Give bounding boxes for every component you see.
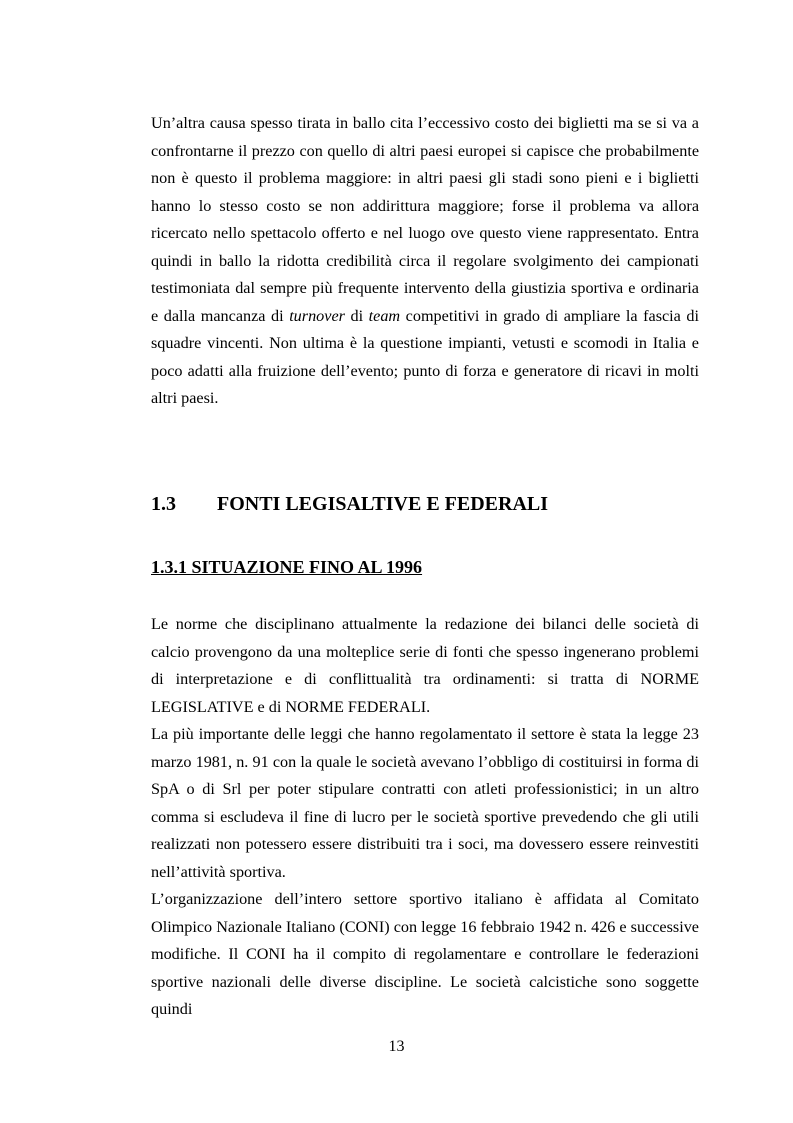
italic-term-team: team [368,306,401,325]
paragraph-coni: L’organizzazione dell’intero settore sportivo italiano è affidata al Comitato Olimpico Nazionale Italiano (CONI) con legge 16 febbraio 1942 n. 426 e successive modifiche. Il CONI ha il compito di regolamentare e controllare le federazioni sportive nazionali delle diverse discipline. Le società calcistiche sono soggette quindi [151,890,699,1018]
page-number: 13 [388,1038,405,1055]
paragraph-text: di [344,306,369,325]
section-heading [151,489,548,519]
paragraph-text: Un’altra causa spesso tirata in ballo cita l’eccessivo costo dei biglietti ma se si va a confrontarne il prezzo con quello di altri paesi europei si capisce che probabilmente non è questo il problema maggiore: in altri paesi gli stadi sono pieni e i biglietti hanno lo stesso costo se non addirittura maggiore; forse il problema va allora ricercato nello spettacolo offerto e nel luogo ove questo viene rappresentato. Entra quindi in ballo la ridotta credibilità circa il regolare svolgimento dei campionati testimoniata dal sempre più frequente intervento della giustizia sportiva e ordinaria e dalla mancanza di [151,114,699,325]
italic-term-turnover: turnover [289,306,345,325]
paragraph-ticket-costs [151,110,699,413]
paragraph-law-1981: La più importante delle leggi che hanno regolamentato il settore è stata la legge 23 marzo 1981, n. 91 con la quale le società avevano l’obbligo di costituirsi in forma di SpA o di Srl per poter stipulare contratti con atleti professionistici; in un altro comma si escludeva il fine di lucro per le società sportive prevedendo che gli utili realizzati non potessero essere distribuiti tra i soci, ma dovessero essere reinvestiti nell’attività sportiva. [151,725,699,881]
section-title: FONTI LEGISALTIVE E FEDERALI [217,493,549,515]
paragraph-norms-sources: Le norme che disciplinano attualmente la redazione dei bilanci delle società di calcio provengono da una molteplice serie di fonti che spesso ingenerano problemi di interpretazione e di conflittualità tra ordinamenti: si tratta di NORME LEGISLATIVE e di NORME FEDERALI. [151,615,699,716]
section-number: 1.3 [151,493,176,515]
paragraph-text: competitivi in grado di ampliare la fascia di squadre vincenti. Non ultima è la questione impianti, vetusti e scomodi in Italia e poco adatti alla fruizione dell’evento; punto di forza e generatore di ricavi in molti altri paesi. [151,306,700,407]
subsection-heading: 1.3.1 SITUAZIONE FINO AL 1996 [151,557,423,577]
body-text [151,611,699,1024]
